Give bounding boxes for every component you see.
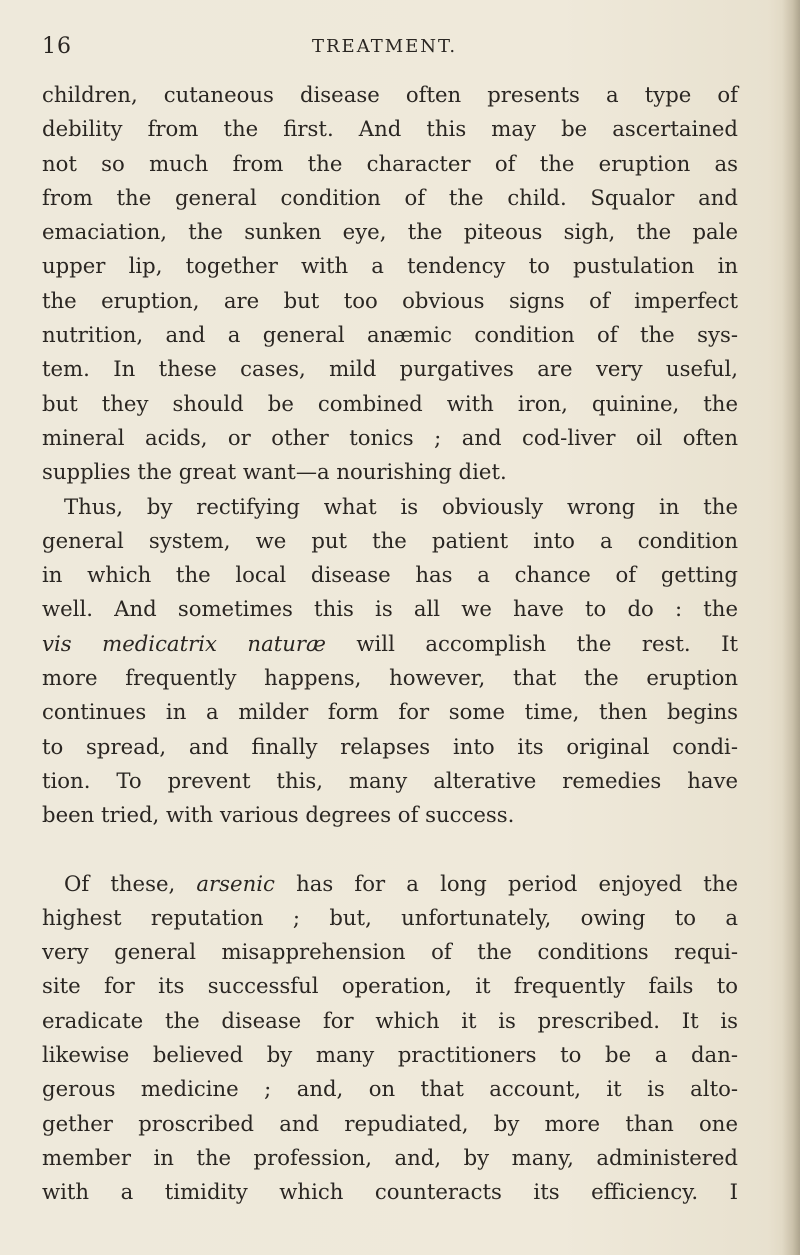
text-fragment: Of these, (64, 870, 197, 896)
text-line: tion. To prevent this, many alterative remedies have (42, 767, 738, 793)
text-line: mineral acids, or other tonics ; and cod-liver oil often (42, 424, 738, 450)
text-line: to spread, and finally relapses into its original condi- (42, 733, 738, 759)
paragraph-1 (42, 78, 738, 490)
text-line: more frequently happens, however, that the eruption (42, 665, 738, 691)
page-header (42, 34, 742, 64)
text-line: emaciation, the sunken eye, the piteous sigh, the pale (42, 219, 738, 245)
italic-word: arsenic (196, 870, 275, 896)
paragraph-2 (42, 490, 738, 833)
page-number: 16 (42, 34, 72, 59)
body-text (42, 78, 738, 1210)
paragraph-3 (42, 867, 738, 1210)
text-line: general system, we put the patient into a condition (42, 527, 738, 553)
text-line: nutrition, and a general anæmic condition of the sys- (42, 322, 738, 348)
text-line: eradicate the disease for which it is prescribed. It is (42, 1007, 738, 1033)
text-line: gether proscribed and repudiated, by more than one (42, 1110, 738, 1136)
text-line: very general misapprehension of the conditions requi- (42, 939, 738, 965)
running-title: TREATMENT. (312, 36, 458, 57)
text-line: Thus, by rectifying what is obviously wrong in the (64, 493, 738, 519)
italic-phrase: vis medicatrix naturæ (42, 630, 326, 656)
text-line: but they should be combined with iron, quinine, the (42, 390, 738, 416)
page-edge-shadow (782, 0, 800, 1255)
text-line: likewise believed by many practitioners to be a dan- (42, 1042, 738, 1068)
text-line: well. And sometimes this is all we have to do : the (42, 596, 738, 622)
text-line-with-italic (42, 867, 738, 901)
paragraph-gap (42, 833, 738, 867)
text-line: member in the profession, and, by many, administered (42, 1144, 738, 1170)
text-fragment: has for a long period enjoyed the (274, 870, 738, 896)
text-line: in which the local disease has a chance of getting (42, 562, 738, 588)
text-line: upper lip, together with a tendency to pustulation in (42, 253, 738, 279)
text-line-with-italic (42, 627, 738, 661)
text-line: continues in a milder form for some time, then begins (42, 699, 738, 725)
text-line: supplies the great want—a nourishing diet. (42, 459, 507, 485)
text-line: tem. In these cases, mild purgatives are very useful, (42, 356, 738, 382)
text-line: debility from the first. And this may be ascertained (42, 116, 738, 142)
text-line: highest reputation ; but, unfortunately, owing to a (42, 904, 738, 930)
text-line: been tried, with various degrees of success. (42, 802, 515, 828)
text-line: children, cutaneous disease often presents a type of (42, 82, 738, 107)
text-line: with a timidity which counteracts its efficiency. I (42, 1179, 738, 1205)
text-line: site for its successful operation, it frequently fails to (42, 973, 738, 999)
text-line: from the general condition of the child. Squalor and (42, 184, 738, 210)
text-fragment: will accomplish the rest. It (325, 630, 739, 656)
text-line: not so much from the character of the eruption as (42, 150, 738, 176)
text-line: gerous medicine ; and, on that account, it is alto- (42, 1076, 738, 1102)
text-line: the eruption, are but too obvious signs of imperfect (42, 287, 738, 313)
